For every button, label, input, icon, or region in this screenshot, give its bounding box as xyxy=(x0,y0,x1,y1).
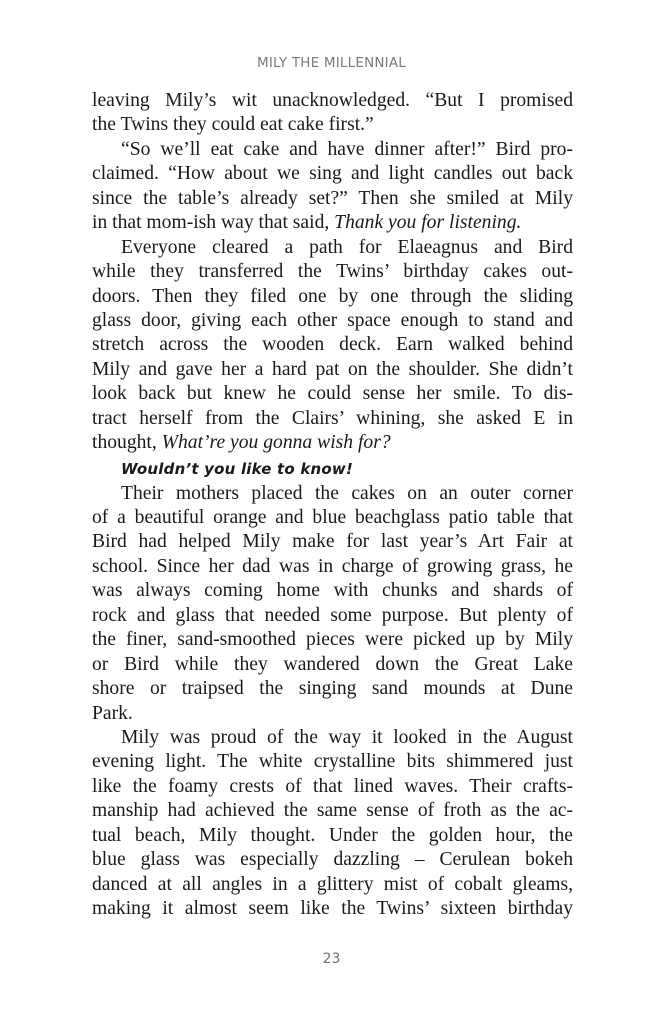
text-line: school. Since her dad was in charge of growing grass, he xyxy=(92,555,573,577)
text-line: Park. xyxy=(92,702,133,724)
text-line: while they transferred the Twins’ birthday cakes out- xyxy=(92,261,573,283)
text-line: danced at all angles in a glittery mist of cobalt gleams, xyxy=(92,873,573,895)
text-line: like the foamy crests of that lined waves. Their crafts- xyxy=(92,775,573,797)
italic-thought: Thank you for listening. xyxy=(334,212,522,234)
text-line: glass door, giving each other space enough to stand and xyxy=(92,309,573,331)
text-line: of a beautiful orange and blue beachglass patio table that xyxy=(92,507,573,528)
text-line: leaving Mily’s wit unacknowledged. “But I promised xyxy=(92,90,573,111)
text-line: claimed. “How about we sing and light candles out back xyxy=(92,163,573,185)
text-line xyxy=(92,211,573,235)
text-span: thought, xyxy=(92,432,162,454)
text-line: manship had achieved the same sense of froth as the ac- xyxy=(92,800,573,822)
text-line: since the table’s already set?” Then she smiled at Mily xyxy=(92,187,573,209)
text-line: Bird had helped Mily make for last year’s Art Fair at xyxy=(92,531,573,553)
paragraph-start: Everyone cleared a path for Elaeagnus and Bird xyxy=(121,236,573,258)
italic-thought: What’re you gonna wish for? xyxy=(161,432,391,454)
text-line: look back but knew he could sense her smile. To dis- xyxy=(92,383,573,405)
telepathic-reply: Wouldn’t you like to know! xyxy=(121,459,354,478)
text-line: or Bird while they wandered down the Great Lake xyxy=(92,653,573,675)
text-line: the Twins they could eat cake first.” xyxy=(92,114,374,136)
text-line: the finer, sand-smoothed pieces were picked up by Mily xyxy=(92,629,573,651)
paragraph-start: “So we’ll eat cake and have dinner after!” Bird pro- xyxy=(121,138,573,160)
text-line: evening light. The white crystalline bits shimmered just xyxy=(92,751,573,773)
text-line xyxy=(92,431,573,455)
text-line: blue glass was especially dazzling – Cerulean bokeh xyxy=(92,849,573,871)
page-number: 23 xyxy=(322,951,341,967)
text-line: Mily and gave her a hard pat on the shoulder. She didn’t xyxy=(92,358,573,380)
running-head: MILY THE MILLENNIAL xyxy=(256,55,407,71)
text-span: in that mom-ish way that said, xyxy=(92,212,335,234)
paragraph-start: Their mothers placed the cakes on an outer corner xyxy=(121,482,573,504)
body-text xyxy=(92,89,573,921)
text-line: tual beach, Mily thought. Under the golden hour, the xyxy=(92,824,573,846)
text-line: rock and glass that needed some purpose. But plenty of xyxy=(92,604,573,626)
text-line: was always coming home with chunks and shards of xyxy=(92,580,573,602)
text-line: stretch across the wooden deck. Earn walked behind xyxy=(92,334,573,356)
text-line: tract herself from the Clairs’ whining, she asked E in xyxy=(92,407,573,429)
text-line: making it almost seem like the Twins’ sixteen birthday xyxy=(92,898,573,919)
paragraph-start: Mily was proud of the way it looked in the August xyxy=(121,726,573,748)
text-line: shore or traipsed the singing sand mounds at Dune xyxy=(92,678,573,700)
text-line: doors. Then they filed one by one through the sliding xyxy=(92,285,573,307)
